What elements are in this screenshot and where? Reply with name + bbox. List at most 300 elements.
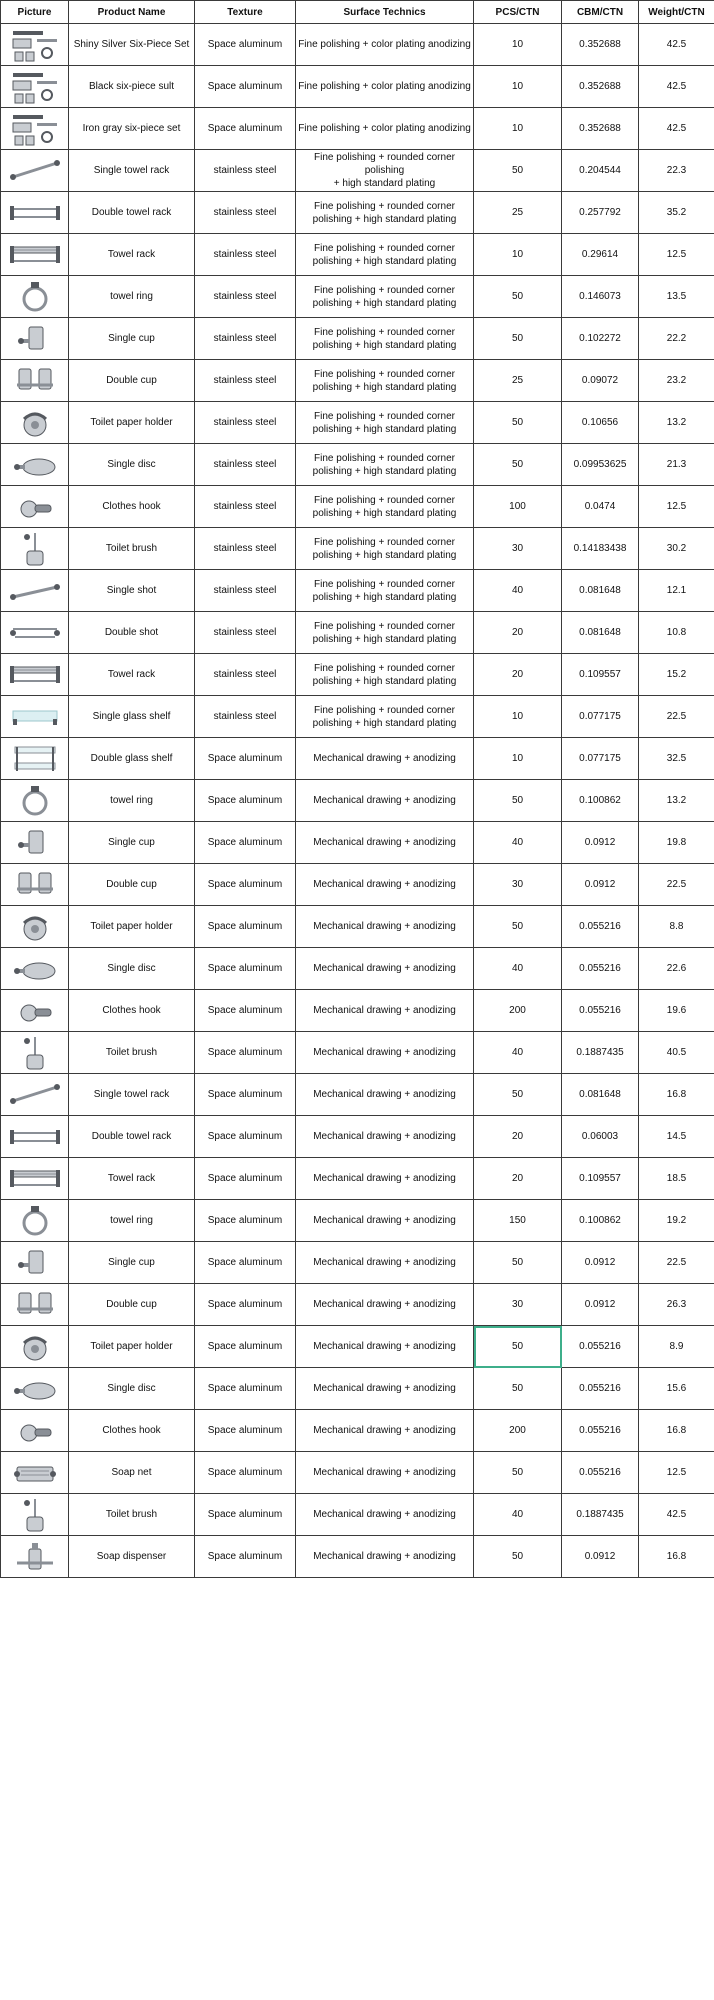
cbm-per-carton-cell[interactable] bbox=[562, 948, 639, 990]
texture-cell[interactable] bbox=[195, 486, 296, 528]
surface-technics-cell[interactable] bbox=[296, 1074, 474, 1116]
weight-per-carton-cell[interactable] bbox=[639, 1452, 714, 1494]
picture-cell[interactable] bbox=[1, 1410, 69, 1452]
cbm-per-carton-text: 0.14183438 bbox=[573, 543, 627, 554]
surface-technics-cell[interactable] bbox=[296, 402, 474, 444]
picture-cell[interactable] bbox=[1, 1158, 69, 1200]
surface-technics-cell[interactable] bbox=[296, 528, 474, 570]
cbm-per-carton-cell[interactable] bbox=[562, 192, 639, 234]
product-name-cell[interactable] bbox=[69, 108, 195, 150]
surface-technics-cell[interactable] bbox=[296, 612, 474, 654]
cbm-per-carton-cell[interactable] bbox=[562, 276, 639, 318]
cbm-per-carton-cell[interactable] bbox=[562, 906, 639, 948]
picture-cell[interactable] bbox=[1, 444, 69, 486]
texture-text: stainless steel bbox=[213, 249, 277, 260]
weight-per-carton-cell[interactable] bbox=[639, 528, 714, 570]
product-name-text: Toilet paper holder bbox=[90, 417, 173, 428]
texture-cell[interactable] bbox=[195, 1494, 296, 1536]
product-name-cell[interactable] bbox=[69, 1200, 195, 1242]
pcs-per-carton-cell[interactable] bbox=[474, 864, 562, 906]
column-header-cbm-per-carton[interactable]: CBM/CTN bbox=[562, 1, 639, 24]
pcs-per-carton-cell[interactable] bbox=[474, 1284, 562, 1326]
pcs-per-carton-cell[interactable] bbox=[474, 150, 562, 192]
texture-cell[interactable] bbox=[195, 612, 296, 654]
weight-per-carton-cell[interactable] bbox=[639, 1074, 714, 1116]
product-name-cell[interactable] bbox=[69, 528, 195, 570]
pcs-per-carton-cell[interactable] bbox=[474, 822, 562, 864]
texture-cell[interactable] bbox=[195, 192, 296, 234]
picture-cell[interactable] bbox=[1, 948, 69, 990]
pcs-per-carton-cell[interactable] bbox=[474, 1074, 562, 1116]
weight-per-carton-text: 16.8 bbox=[666, 1425, 687, 1436]
picture-cell[interactable] bbox=[1, 66, 69, 108]
cbm-per-carton-cell[interactable] bbox=[562, 360, 639, 402]
picture-cell[interactable] bbox=[1, 150, 69, 192]
product-name-cell[interactable] bbox=[69, 612, 195, 654]
pcs-per-carton-text: 50 bbox=[511, 459, 524, 470]
surface-technics-cell[interactable] bbox=[296, 192, 474, 234]
surface-technics-cell[interactable] bbox=[296, 1326, 474, 1368]
surface-technics-cell[interactable] bbox=[296, 1116, 474, 1158]
six-piece-set-image bbox=[7, 111, 63, 147]
picture-cell[interactable] bbox=[1, 696, 69, 738]
texture-text: Space aluminum bbox=[207, 1383, 283, 1394]
weight-per-carton-text: 19.2 bbox=[666, 1215, 687, 1226]
cbm-per-carton-cell[interactable] bbox=[562, 1410, 639, 1452]
surface-technics-cell[interactable] bbox=[296, 780, 474, 822]
picture-cell[interactable] bbox=[1, 486, 69, 528]
surface-technics-cell[interactable] bbox=[296, 108, 474, 150]
cbm-per-carton-cell[interactable] bbox=[562, 612, 639, 654]
picture-cell[interactable] bbox=[1, 1116, 69, 1158]
texture-cell[interactable] bbox=[195, 654, 296, 696]
texture-cell[interactable] bbox=[195, 1536, 296, 1578]
texture-cell[interactable] bbox=[195, 402, 296, 444]
cbm-per-carton-cell[interactable] bbox=[562, 150, 639, 192]
pcs-per-carton-cell[interactable] bbox=[474, 738, 562, 780]
weight-per-carton-cell[interactable] bbox=[639, 948, 714, 990]
table-row bbox=[1, 1032, 714, 1074]
pcs-per-carton-cell[interactable] bbox=[474, 318, 562, 360]
texture-cell[interactable] bbox=[195, 696, 296, 738]
surface-technics-cell[interactable] bbox=[296, 1032, 474, 1074]
pcs-per-carton-cell[interactable] bbox=[474, 66, 562, 108]
product-name-cell[interactable] bbox=[69, 486, 195, 528]
cbm-per-carton-cell[interactable] bbox=[562, 1326, 639, 1368]
pcs-per-carton-cell[interactable] bbox=[474, 1536, 562, 1578]
column-header-pcs-per-carton[interactable]: PCS/CTN bbox=[474, 1, 562, 24]
product-name-cell[interactable] bbox=[69, 696, 195, 738]
cbm-per-carton-text: 0.0912 bbox=[584, 1299, 616, 1310]
weight-per-carton-cell[interactable] bbox=[639, 486, 714, 528]
surface-technics-cell[interactable] bbox=[296, 948, 474, 990]
pcs-per-carton-cell[interactable] bbox=[474, 1158, 562, 1200]
picture-cell[interactable] bbox=[1, 1536, 69, 1578]
product-name-cell[interactable] bbox=[69, 360, 195, 402]
weight-per-carton-cell[interactable] bbox=[639, 444, 714, 486]
cbm-per-carton-cell[interactable] bbox=[562, 654, 639, 696]
product-name-cell[interactable] bbox=[69, 1116, 195, 1158]
texture-cell[interactable] bbox=[195, 360, 296, 402]
pcs-per-carton-cell[interactable] bbox=[474, 1032, 562, 1074]
cbm-per-carton-cell[interactable] bbox=[562, 990, 639, 1032]
weight-per-carton-cell[interactable] bbox=[639, 654, 714, 696]
cbm-per-carton-cell[interactable] bbox=[562, 696, 639, 738]
column-header-surface-technics[interactable]: Surface Technics bbox=[296, 1, 474, 24]
product-name-cell[interactable] bbox=[69, 654, 195, 696]
product-name-cell[interactable] bbox=[69, 864, 195, 906]
product-name-cell[interactable] bbox=[69, 990, 195, 1032]
pcs-per-carton-cell[interactable] bbox=[474, 528, 562, 570]
cbm-per-carton-cell[interactable] bbox=[562, 822, 639, 864]
surface-technics-cell[interactable] bbox=[296, 1410, 474, 1452]
picture-cell[interactable] bbox=[1, 654, 69, 696]
picture-cell[interactable] bbox=[1, 1326, 69, 1368]
pcs-per-carton-cell[interactable] bbox=[474, 1368, 562, 1410]
texture-cell[interactable] bbox=[195, 1452, 296, 1494]
weight-per-carton-cell[interactable] bbox=[639, 1200, 714, 1242]
pcs-per-carton-cell[interactable] bbox=[474, 486, 562, 528]
weight-per-carton-text: 40.5 bbox=[666, 1047, 687, 1058]
surface-technics-cell[interactable] bbox=[296, 360, 474, 402]
surface-technics-cell[interactable] bbox=[296, 1284, 474, 1326]
surface-technics-cell[interactable] bbox=[296, 318, 474, 360]
weight-per-carton-text: 42.5 bbox=[666, 1509, 687, 1520]
texture-cell[interactable] bbox=[195, 24, 296, 66]
pcs-per-carton-cell[interactable] bbox=[474, 1452, 562, 1494]
product-name-cell[interactable] bbox=[69, 780, 195, 822]
weight-per-carton-cell[interactable] bbox=[639, 234, 714, 276]
texture-text: Space aluminum bbox=[207, 753, 283, 764]
pcs-per-carton-cell[interactable] bbox=[474, 108, 562, 150]
picture-cell[interactable] bbox=[1, 1074, 69, 1116]
texture-cell[interactable] bbox=[195, 1284, 296, 1326]
cbm-per-carton-cell[interactable] bbox=[562, 1494, 639, 1536]
weight-per-carton-text: 19.8 bbox=[666, 837, 687, 848]
cbm-per-carton-cell[interactable] bbox=[562, 1242, 639, 1284]
texture-cell[interactable] bbox=[195, 108, 296, 150]
weight-per-carton-cell[interactable] bbox=[639, 822, 714, 864]
pcs-per-carton-cell[interactable] bbox=[474, 402, 562, 444]
cbm-per-carton-cell[interactable] bbox=[562, 234, 639, 276]
column-header-texture[interactable]: Texture bbox=[195, 1, 296, 24]
weight-per-carton-cell[interactable] bbox=[639, 696, 714, 738]
surface-technics-cell[interactable] bbox=[296, 1158, 474, 1200]
product-name-cell[interactable] bbox=[69, 1326, 195, 1368]
picture-cell[interactable] bbox=[1, 1242, 69, 1284]
cbm-per-carton-cell[interactable] bbox=[562, 402, 639, 444]
pcs-per-carton-cell[interactable] bbox=[474, 192, 562, 234]
double-towel-rack-image bbox=[7, 1119, 63, 1155]
texture-cell[interactable] bbox=[195, 1410, 296, 1452]
texture-cell[interactable] bbox=[195, 1368, 296, 1410]
texture-cell[interactable] bbox=[195, 1242, 296, 1284]
weight-per-carton-cell[interactable] bbox=[639, 1536, 714, 1578]
product-name-cell[interactable] bbox=[69, 1074, 195, 1116]
surface-technics-text: Fine polishing + color plating anodizing bbox=[298, 81, 471, 92]
weight-per-carton-cell[interactable] bbox=[639, 990, 714, 1032]
weight-per-carton-cell[interactable] bbox=[639, 780, 714, 822]
texture-cell[interactable] bbox=[195, 318, 296, 360]
weight-per-carton-cell[interactable] bbox=[639, 66, 714, 108]
cbm-per-carton-cell[interactable] bbox=[562, 864, 639, 906]
surface-technics-cell[interactable] bbox=[296, 696, 474, 738]
surface-technics-cell[interactable] bbox=[296, 276, 474, 318]
surface-technics-cell[interactable] bbox=[296, 654, 474, 696]
weight-per-carton-cell[interactable] bbox=[639, 150, 714, 192]
weight-per-carton-cell[interactable] bbox=[639, 1494, 714, 1536]
pcs-per-carton-cell[interactable] bbox=[474, 1326, 562, 1368]
cbm-per-carton-cell[interactable] bbox=[562, 780, 639, 822]
product-name-text: Iron gray six-piece set bbox=[82, 123, 181, 134]
cbm-per-carton-cell[interactable] bbox=[562, 1032, 639, 1074]
product-name-cell[interactable] bbox=[69, 906, 195, 948]
picture-cell[interactable] bbox=[1, 1284, 69, 1326]
texture-cell[interactable] bbox=[195, 1158, 296, 1200]
picture-cell[interactable] bbox=[1, 360, 69, 402]
cbm-per-carton-text: 0.1887435 bbox=[576, 1047, 624, 1058]
texture-cell[interactable] bbox=[195, 66, 296, 108]
product-name-cell[interactable] bbox=[69, 1242, 195, 1284]
surface-technics-cell[interactable] bbox=[296, 1242, 474, 1284]
texture-cell[interactable] bbox=[195, 948, 296, 990]
texture-cell[interactable] bbox=[195, 1116, 296, 1158]
cbm-per-carton-cell[interactable] bbox=[562, 1158, 639, 1200]
cbm-per-carton-cell[interactable] bbox=[562, 1116, 639, 1158]
column-header-weight-per-carton[interactable]: Weight/CTN bbox=[639, 1, 714, 24]
product-name-text: Towel rack bbox=[107, 249, 156, 260]
product-name-cell[interactable] bbox=[69, 948, 195, 990]
weight-per-carton-cell[interactable] bbox=[639, 1368, 714, 1410]
surface-technics-cell[interactable] bbox=[296, 822, 474, 864]
surface-technics-cell[interactable] bbox=[296, 1452, 474, 1494]
pcs-per-carton-cell[interactable] bbox=[474, 696, 562, 738]
texture-cell[interactable] bbox=[195, 906, 296, 948]
product-name-cell[interactable] bbox=[69, 402, 195, 444]
pcs-per-carton-cell[interactable] bbox=[474, 444, 562, 486]
picture-cell[interactable] bbox=[1, 402, 69, 444]
weight-per-carton-cell[interactable] bbox=[639, 612, 714, 654]
texture-cell[interactable] bbox=[195, 444, 296, 486]
texture-cell[interactable] bbox=[195, 528, 296, 570]
weight-per-carton-cell[interactable] bbox=[639, 906, 714, 948]
product-name-text: Single disc bbox=[107, 459, 156, 470]
weight-per-carton-cell[interactable] bbox=[639, 1284, 714, 1326]
texture-text: Space aluminum bbox=[207, 837, 283, 848]
picture-cell[interactable] bbox=[1, 108, 69, 150]
picture-cell[interactable] bbox=[1, 780, 69, 822]
cbm-per-carton-cell[interactable] bbox=[562, 66, 639, 108]
product-name-cell[interactable] bbox=[69, 318, 195, 360]
product-name-cell[interactable] bbox=[69, 192, 195, 234]
pcs-per-carton-cell[interactable] bbox=[474, 1116, 562, 1158]
pcs-per-carton-cell[interactable] bbox=[474, 1200, 562, 1242]
product-name-cell[interactable] bbox=[69, 66, 195, 108]
picture-cell[interactable] bbox=[1, 1368, 69, 1410]
weight-per-carton-cell[interactable] bbox=[639, 108, 714, 150]
column-header-product-name[interactable]: Product Name bbox=[69, 1, 195, 24]
picture-cell[interactable] bbox=[1, 1452, 69, 1494]
cbm-per-carton-text: 0.204544 bbox=[579, 165, 621, 176]
cbm-per-carton-cell[interactable] bbox=[562, 1074, 639, 1116]
picture-cell[interactable] bbox=[1, 318, 69, 360]
product-name-cell[interactable] bbox=[69, 570, 195, 612]
pcs-per-carton-text: 50 bbox=[511, 1341, 524, 1352]
surface-technics-cell[interactable] bbox=[296, 738, 474, 780]
cbm-per-carton-cell[interactable] bbox=[562, 24, 639, 66]
product-name-cell[interactable] bbox=[69, 150, 195, 192]
pcs-per-carton-cell[interactable] bbox=[474, 234, 562, 276]
surface-technics-cell[interactable] bbox=[296, 570, 474, 612]
texture-cell[interactable] bbox=[195, 1200, 296, 1242]
pcs-per-carton-cell[interactable] bbox=[474, 276, 562, 318]
weight-per-carton-cell[interactable] bbox=[639, 570, 714, 612]
texture-cell[interactable] bbox=[195, 276, 296, 318]
cbm-per-carton-cell[interactable] bbox=[562, 318, 639, 360]
texture-cell[interactable] bbox=[195, 822, 296, 864]
cbm-per-carton-cell[interactable] bbox=[562, 486, 639, 528]
pcs-per-carton-cell[interactable] bbox=[474, 570, 562, 612]
cbm-per-carton-cell[interactable] bbox=[562, 1536, 639, 1578]
surface-technics-cell[interactable] bbox=[296, 150, 474, 192]
picture-cell[interactable] bbox=[1, 906, 69, 948]
texture-cell[interactable] bbox=[195, 1074, 296, 1116]
weight-per-carton-text: 13.2 bbox=[666, 795, 687, 806]
picture-cell[interactable] bbox=[1, 990, 69, 1032]
texture-text: Space aluminum bbox=[207, 1215, 283, 1226]
texture-cell[interactable] bbox=[195, 864, 296, 906]
weight-per-carton-cell[interactable] bbox=[639, 738, 714, 780]
texture-cell[interactable] bbox=[195, 780, 296, 822]
product-name-text: Towel rack bbox=[107, 669, 156, 680]
surface-technics-cell[interactable] bbox=[296, 66, 474, 108]
cbm-per-carton-cell[interactable] bbox=[562, 1200, 639, 1242]
picture-cell[interactable] bbox=[1, 570, 69, 612]
picture-cell[interactable] bbox=[1, 1494, 69, 1536]
picture-cell[interactable] bbox=[1, 528, 69, 570]
cbm-per-carton-cell[interactable] bbox=[562, 108, 639, 150]
table-row bbox=[1, 1326, 714, 1368]
texture-cell[interactable] bbox=[195, 234, 296, 276]
weight-per-carton-cell[interactable] bbox=[639, 1158, 714, 1200]
texture-cell[interactable] bbox=[195, 738, 296, 780]
pcs-per-carton-cell[interactable] bbox=[474, 1242, 562, 1284]
pcs-per-carton-cell[interactable] bbox=[474, 990, 562, 1032]
product-name-cell[interactable] bbox=[69, 1032, 195, 1074]
product-name-cell[interactable] bbox=[69, 822, 195, 864]
weight-per-carton-cell[interactable] bbox=[639, 1410, 714, 1452]
cbm-per-carton-cell[interactable] bbox=[562, 1368, 639, 1410]
product-name-cell[interactable] bbox=[69, 1368, 195, 1410]
texture-cell[interactable] bbox=[195, 1032, 296, 1074]
surface-technics-cell[interactable] bbox=[296, 24, 474, 66]
product-name-cell[interactable] bbox=[69, 444, 195, 486]
cbm-per-carton-cell[interactable] bbox=[562, 1452, 639, 1494]
product-name-cell[interactable] bbox=[69, 738, 195, 780]
pcs-per-carton-cell[interactable] bbox=[474, 612, 562, 654]
product-name-cell[interactable] bbox=[69, 1410, 195, 1452]
column-header-picture[interactable]: Picture bbox=[1, 1, 69, 24]
pcs-per-carton-cell[interactable] bbox=[474, 654, 562, 696]
weight-per-carton-cell[interactable] bbox=[639, 1326, 714, 1368]
weight-per-carton-cell[interactable] bbox=[639, 864, 714, 906]
weight-per-carton-cell[interactable] bbox=[639, 1116, 714, 1158]
pcs-per-carton-cell[interactable] bbox=[474, 780, 562, 822]
surface-technics-cell[interactable] bbox=[296, 444, 474, 486]
texture-cell[interactable] bbox=[195, 150, 296, 192]
product-name-cell[interactable] bbox=[69, 1158, 195, 1200]
picture-cell[interactable] bbox=[1, 864, 69, 906]
product-name-cell[interactable] bbox=[69, 24, 195, 66]
cbm-per-carton-text: 0.081648 bbox=[579, 585, 621, 596]
weight-per-carton-cell[interactable] bbox=[639, 318, 714, 360]
picture-cell[interactable] bbox=[1, 234, 69, 276]
weight-per-carton-cell[interactable] bbox=[639, 1032, 714, 1074]
cbm-per-carton-cell[interactable] bbox=[562, 738, 639, 780]
weight-per-carton-cell[interactable] bbox=[639, 1242, 714, 1284]
table-row bbox=[1, 1536, 714, 1578]
product-name-cell[interactable] bbox=[69, 276, 195, 318]
surface-technics-cell[interactable] bbox=[296, 1494, 474, 1536]
pcs-per-carton-cell[interactable] bbox=[474, 24, 562, 66]
picture-cell[interactable] bbox=[1, 738, 69, 780]
texture-cell[interactable] bbox=[195, 990, 296, 1032]
weight-per-carton-text: 22.5 bbox=[666, 711, 687, 722]
texture-cell[interactable] bbox=[195, 570, 296, 612]
weight-per-carton-cell[interactable] bbox=[639, 276, 714, 318]
cbm-per-carton-cell[interactable] bbox=[562, 528, 639, 570]
surface-technics-cell[interactable] bbox=[296, 906, 474, 948]
texture-cell[interactable] bbox=[195, 1326, 296, 1368]
weight-per-carton-cell[interactable] bbox=[639, 192, 714, 234]
product-name-cell[interactable] bbox=[69, 234, 195, 276]
surface-technics-cell[interactable] bbox=[296, 234, 474, 276]
product-name-cell[interactable] bbox=[69, 1452, 195, 1494]
single-shot-image bbox=[7, 573, 63, 609]
weight-per-carton-cell[interactable] bbox=[639, 402, 714, 444]
surface-technics-cell[interactable] bbox=[296, 486, 474, 528]
cbm-per-carton-cell[interactable] bbox=[562, 444, 639, 486]
surface-technics-cell[interactable] bbox=[296, 990, 474, 1032]
picture-cell[interactable] bbox=[1, 192, 69, 234]
product-name-cell[interactable] bbox=[69, 1536, 195, 1578]
picture-cell[interactable] bbox=[1, 822, 69, 864]
weight-per-carton-cell[interactable] bbox=[639, 24, 714, 66]
surface-technics-cell[interactable] bbox=[296, 1536, 474, 1578]
picture-cell[interactable] bbox=[1, 612, 69, 654]
cbm-per-carton-cell[interactable] bbox=[562, 1284, 639, 1326]
pcs-per-carton-cell[interactable] bbox=[474, 360, 562, 402]
picture-cell[interactable] bbox=[1, 24, 69, 66]
picture-cell[interactable] bbox=[1, 1032, 69, 1074]
product-name-cell[interactable] bbox=[69, 1284, 195, 1326]
product-name-text: Double cup bbox=[106, 879, 157, 890]
picture-cell[interactable] bbox=[1, 276, 69, 318]
pcs-per-carton-cell[interactable] bbox=[474, 948, 562, 990]
weight-per-carton-cell[interactable] bbox=[639, 360, 714, 402]
pcs-per-carton-cell[interactable] bbox=[474, 1494, 562, 1536]
surface-technics-cell[interactable] bbox=[296, 864, 474, 906]
cbm-per-carton-cell[interactable] bbox=[562, 570, 639, 612]
surface-technics-cell[interactable] bbox=[296, 1200, 474, 1242]
picture-cell[interactable] bbox=[1, 1200, 69, 1242]
product-name-cell[interactable] bbox=[69, 1494, 195, 1536]
weight-per-carton-text: 32.5 bbox=[666, 753, 687, 764]
surface-technics-cell[interactable] bbox=[296, 1368, 474, 1410]
pcs-per-carton-cell[interactable] bbox=[474, 906, 562, 948]
pcs-per-carton-cell[interactable] bbox=[474, 1410, 562, 1452]
texture-text: stainless steel bbox=[213, 627, 277, 638]
